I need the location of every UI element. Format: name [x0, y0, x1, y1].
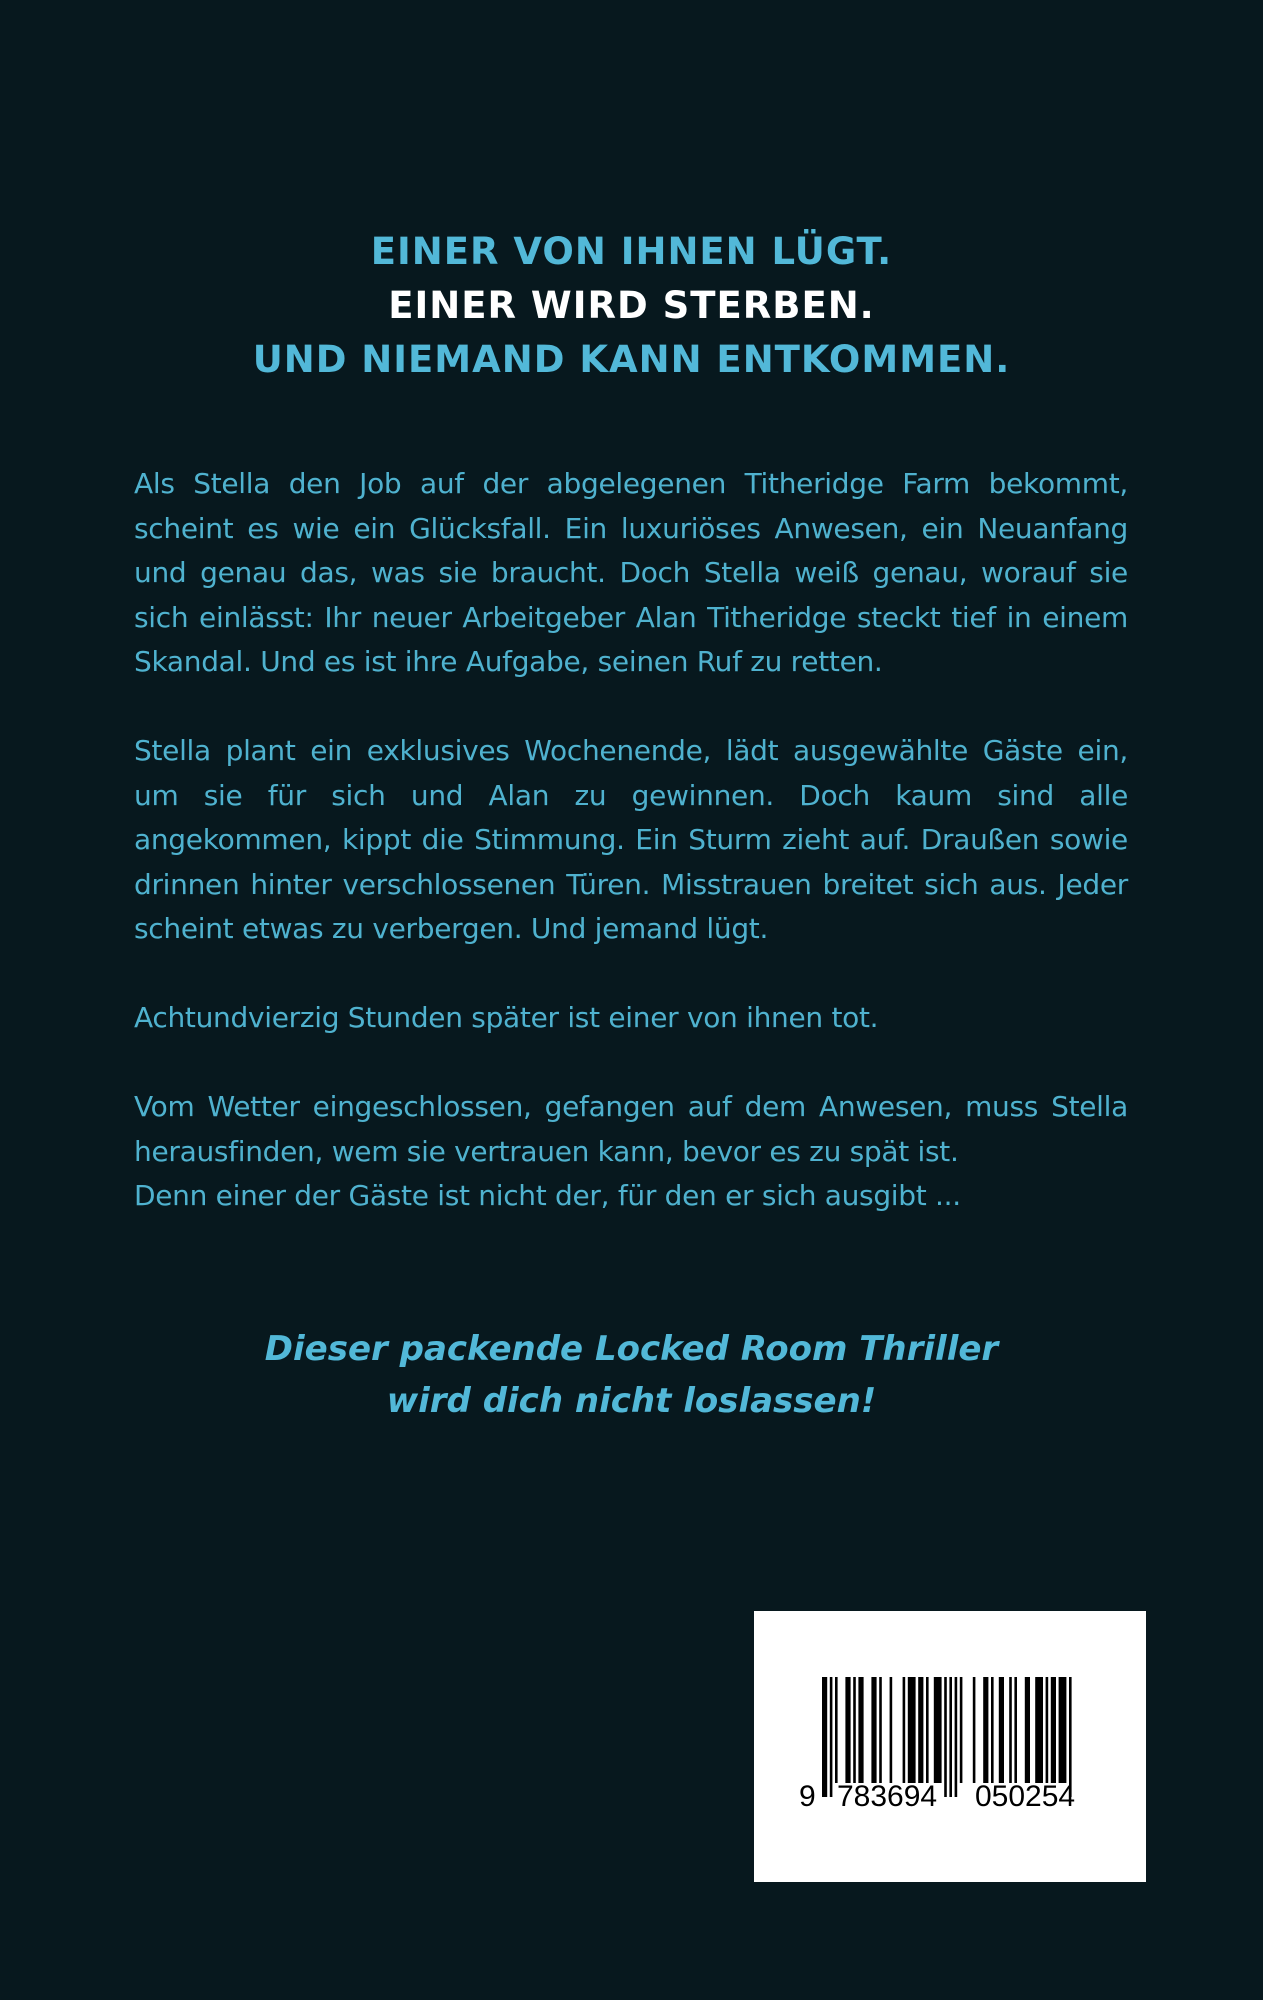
- barcode-bar: [890, 1677, 893, 1783]
- tagline-line-2: wird dich nicht loslassen!: [386, 1381, 877, 1421]
- barcode-bar: [853, 1677, 856, 1783]
- barcode-bar: [830, 1677, 833, 1797]
- blurb-paragraph-3: Achtundvierzig Stunden später ist einer von ihnen tot.: [134, 1001, 879, 1034]
- blurb-paragraph-2: Stella plant ein exklusives Wochenende, lädt ausgewählte Gäste ein, um sie für sich und Alan zu gewinnen. Doch kaum sind alle angekommen, kippt die Stimmung. Ein Sturm zieht auf. Draußen sowie drinnen hinter verschlossenen Türen. Misstrauen breitet sich aus. Jeder scheint etwas zu verbergen. Und jemand lügt.: [134, 734, 1128, 945]
- barcode-bar: [903, 1677, 906, 1783]
- isbn-barcode: [754, 1611, 1146, 1882]
- blurb-paragraph-1: Als Stella den Job auf der abgelegenen Titheridge Farm bekommt, scheint es wie ein Glücksfall. Ein luxuriöses Anwesen, ein Neuanfang und genau das, was sie braucht. Doch Stella weiß genau, worauf sie sich einlässt: Ihr neuer Arbeitgeber Alan Titheridge steckt tief in einem Skandal. Und es ist ihre Aufgabe, seinen Ruf zu retten.: [134, 467, 1128, 678]
- barcode-bar: [934, 1677, 942, 1783]
- barcode-bar: [991, 1677, 994, 1783]
- blurb-paragraph-4: [134, 1085, 1128, 1219]
- isbn-lead-digit: 9: [799, 1780, 816, 1813]
- blurb-paragraph-4-sentence-1: Vom Wetter eingeschlossen, gefangen auf dem Anwesen, muss Stella herausfinden, wem sie vertrauen kann, bevor es zu spät ist.: [134, 1090, 1128, 1168]
- blurb-text: [134, 462, 1128, 1263]
- tagline-line-1: Dieser packende Locked Room Thriller: [264, 1329, 999, 1369]
- isbn-group-2: 050254: [975, 1780, 1076, 1813]
- tagline: [0, 1323, 1263, 1427]
- barcode-bar: [983, 1677, 988, 1783]
- barcode-bar: [822, 1677, 827, 1797]
- headline-line-2: EINER WIRD STERBEN.: [388, 284, 875, 327]
- barcode-bar: [944, 1677, 947, 1797]
- barcode-bar: [871, 1677, 876, 1783]
- headline-line-3: UND NIEMAND KANN ENTKOMMEN.: [252, 338, 1011, 381]
- barcode-bar: [1009, 1677, 1012, 1783]
- barcode-bars: [754, 1611, 1146, 1882]
- barcode-bar: [1046, 1677, 1049, 1783]
- barcode-bar: [926, 1677, 929, 1783]
- barcode-bar: [949, 1677, 952, 1797]
- barcode-bar: [973, 1677, 976, 1783]
- barcode-bar: [845, 1677, 850, 1783]
- barcode-bar: [918, 1677, 923, 1783]
- barcode-bar: [908, 1677, 916, 1783]
- barcode-bar: [835, 1677, 838, 1783]
- headline-line-1: EINER VON IHNEN LÜGT.: [370, 230, 893, 273]
- barcode-bar: [1014, 1677, 1017, 1783]
- barcode-bar: [955, 1677, 958, 1797]
- isbn-number: [754, 1780, 1146, 1820]
- barcode-bar: [1035, 1677, 1043, 1783]
- barcode-bar: [960, 1677, 963, 1783]
- barcode-bar: [999, 1677, 1004, 1783]
- barcode-bar: [879, 1677, 882, 1783]
- barcode-bar: [1051, 1677, 1056, 1783]
- isbn-group-1: 783694: [837, 1780, 938, 1813]
- barcode-bar: [1025, 1677, 1030, 1783]
- blurb-paragraph-4-sentence-2: Denn einer der Gäste ist nicht der, für den er sich ausgibt ...: [134, 1179, 961, 1212]
- barcode-bar: [858, 1677, 863, 1783]
- barcode-bar: [1069, 1677, 1072, 1797]
- barcode-bar: [1059, 1677, 1067, 1783]
